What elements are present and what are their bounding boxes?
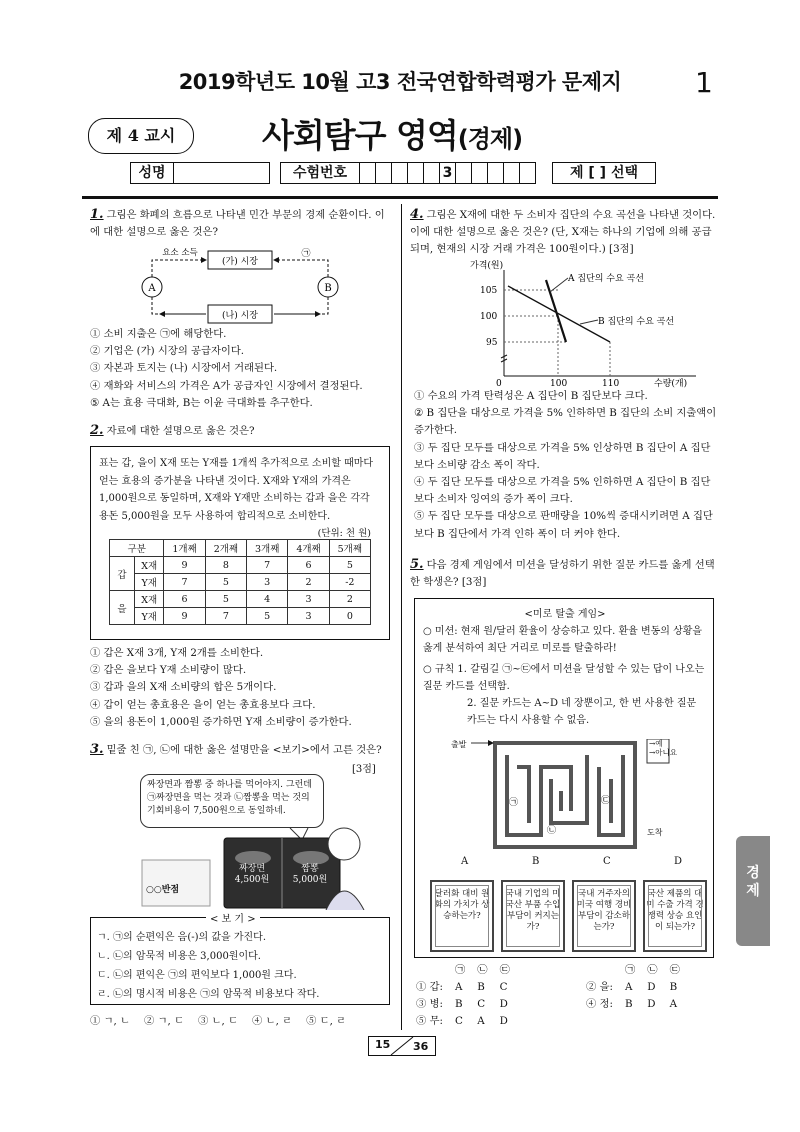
table-cell: D [499, 998, 508, 1010]
table-cell: B [477, 981, 485, 993]
q2-option[interactable]: ③ 갑과 을의 X재 소비량의 합은 5개이다. [90, 681, 277, 694]
q1-stem [90, 206, 392, 241]
exam-title: 2019학년도 10월 고3 전국연합학력평가 문제지 [178, 70, 622, 94]
q2-table-header: 3개째 [247, 540, 288, 557]
q2-option[interactable]: ⑤ 을의 용돈이 1,000원 증가하면 Y재 소비량이 증가한다. [90, 715, 352, 728]
q5-card-letter: B [532, 856, 540, 867]
q2-table-header: 구분 [110, 540, 164, 557]
exam-number-label: 수험번호 [280, 162, 360, 184]
table-cell: 5 [205, 574, 246, 591]
q4-number: 4. [410, 207, 424, 222]
exam-number-box[interactable] [408, 162, 424, 184]
q3-bogi-title: < 보 기 > [206, 910, 260, 925]
name-field[interactable] [174, 162, 270, 184]
q4-ytick: 105 [480, 286, 498, 296]
q5-answers-left [410, 962, 516, 1030]
q2-table-header: 5개째 [329, 540, 370, 557]
q2-good: Y재 [135, 608, 164, 625]
table-cell: 4 [247, 591, 288, 608]
q1-node-a: A [148, 283, 156, 294]
q2-stem [90, 422, 392, 440]
q4-xtick: 100 [550, 379, 568, 388]
page-number-total: 36 [413, 1040, 429, 1053]
q1-market-ga: (가) 시장 [222, 257, 258, 267]
q4-option[interactable]: ⑤ 두 집단 모두를 대상으로 판매량을 10%씩 증대시키려면 A 집단보다 B 집단에서 가격 인하 폭이 더 커야 한다. [414, 510, 713, 540]
subject-side-tab: 경 제 [736, 836, 770, 946]
q2-good: Y재 [135, 574, 164, 591]
q4-option[interactable]: ③ 두 집단 모두를 대상으로 가격을 5% 인상하면 B 집단이 A 집단보다 소비량 감소 폭이 작다. [414, 441, 711, 471]
table-cell: 2 [288, 574, 329, 591]
q4-stem [410, 206, 716, 258]
q1-number: 1. [90, 207, 104, 222]
q2-option[interactable]: ② 갑은 을보다 Y재 소비량이 많다. [90, 664, 247, 677]
exam-number-box[interactable] [376, 162, 392, 184]
q5-card-letter: C [603, 856, 611, 867]
page-corner-number: 1 [695, 66, 713, 99]
q5-answer-header: ㉢ [499, 964, 510, 976]
q4-xlabel: 수량(개) [654, 379, 688, 388]
table-cell: C [455, 1015, 463, 1027]
q5-answer-row[interactable] [410, 1013, 516, 1030]
q3-stem-text: 밑줄 친 ㉠, ㉡에 대한 옳은 설명만을 <보기>에서 고른 것은? [106, 744, 382, 756]
q3-bogi-item: ㄷ. ㉡의 편익은 ㉠의 편익보다 1,000원 크다. [97, 970, 297, 981]
q4-ytick: 95 [486, 338, 498, 348]
q3-shop-name: ○○반점 [146, 885, 180, 895]
q5-question-card[interactable]: 국산 제품의 대미 수출 가격 경쟁력 상승 요인이 되는가? [643, 880, 707, 952]
table-cell: -2 [329, 574, 370, 591]
q2-utility-table [109, 539, 371, 625]
q2-stem-text: 자료에 대한 설명으로 옳은 것은? [106, 425, 255, 437]
q3-options [90, 1012, 346, 1027]
q4-curve-b-line [508, 286, 610, 342]
name-label: 성명 [130, 162, 174, 184]
q5-rule2: 2. 질문 카드는 A~D 네 장뿐이고, 한 번 사용한 질문 카드는 다시 사용할 수 없음. [467, 698, 697, 726]
table-cell: D [647, 981, 656, 993]
q3-stem [90, 741, 392, 759]
q4-option[interactable]: ② B 집단을 대상으로 가격을 5% 인하하면 B 집단의 소비 지출액이 증가한다. [414, 407, 717, 437]
q3-option[interactable]: ③ ㄴ, ㄷ [198, 1015, 239, 1027]
q3-person-head [328, 828, 360, 860]
table-cell: D [499, 1015, 508, 1027]
q5-question-card[interactable]: 국내 기업의 미국산 부품 수입 부담이 커지는가? [501, 880, 565, 952]
q1-option[interactable]: ① 소비 지출은 ㉠에 해당한다. [90, 328, 227, 340]
exam-number-box[interactable] [424, 162, 440, 184]
table-cell: A [669, 998, 678, 1010]
q5-game-title: <미로 탈출 게임> [524, 609, 606, 620]
q5-stem-text: 다음 경제 게임에서 미션을 달성하기 위한 질문 카드를 옳게 선택한 학생은? [3점] [410, 559, 715, 588]
exam-number-box[interactable] [392, 162, 408, 184]
column-divider [401, 204, 402, 1030]
q2-good: X재 [135, 591, 164, 608]
q5-marker: ㉢ [601, 796, 611, 806]
choice-label: 제 [ ] 선택 [552, 162, 656, 184]
table-cell: 9 [164, 557, 205, 574]
table-cell: 5 [247, 608, 288, 625]
table-cell: C [477, 998, 486, 1010]
table-cell: 5 [329, 557, 370, 574]
table-cell: 0 [329, 608, 370, 625]
q5-answer-row[interactable] [580, 996, 686, 1013]
q5-yes-no-legend: →예 →아니요 [649, 739, 678, 757]
q3-bogi-item: ㄹ. ㉡의 명시적 비용은 ㉠의 암묵적 비용보다 작다. [97, 989, 320, 1000]
q4-curve-a-line [546, 280, 566, 342]
q1-flow-label: 요소 소득 [162, 248, 198, 258]
q1-option[interactable]: ② 기업은 (가) 시장의 공급자이다. [90, 345, 245, 358]
q1-market-na: (나) 시장 [222, 311, 258, 321]
subject-sub: (경제) [457, 125, 523, 153]
q4-ylabel: 가격(원) [470, 261, 504, 271]
q5-card-letter: D [674, 856, 683, 867]
q5-answer-header: ㉡ [477, 964, 488, 976]
q5-answer-label: ② 을: [586, 981, 613, 993]
q2-person: 을 [110, 591, 135, 625]
exam-number-box[interactable] [456, 162, 472, 184]
table-cell: 7 [164, 574, 205, 591]
q1-stem-text: 그림은 화폐의 흐름으로 나타낸 민간 부문의 경제 순환이다. 이에 대한 설명으로 옳은 것은? [90, 209, 385, 238]
q3-option[interactable]: ② ㄱ, ㄷ [144, 1015, 185, 1027]
period-badge: 제 4 교시 [88, 118, 194, 154]
q5-rule1: ○ 규칙 1. 갈림길 ㉠~㉢에서 미션을 달성할 수 있는 답이 나오는 질문 카드를 선택함. [423, 664, 705, 692]
q3-option[interactable]: ① ㄱ, ㄴ [90, 1015, 131, 1027]
name-bar [130, 162, 698, 184]
q5-start: 출발 [451, 740, 467, 749]
q5-answers-right [580, 962, 686, 1013]
exam-number-box[interactable] [520, 162, 536, 184]
table-cell: B [455, 998, 463, 1010]
subject-name: 사회탐구 영역 [262, 116, 458, 155]
q2-person: 갑 [110, 557, 135, 591]
q5-answer-label: ④ 정: [586, 998, 613, 1010]
table-cell: 3 [288, 591, 329, 608]
q3-option[interactable]: ⑤ ㄷ, ㄹ [306, 1015, 347, 1027]
subject-title [262, 110, 522, 157]
q4-option[interactable]: ④ 두 집단 모두를 대상으로 가격을 5% 인하하면 A 집단이 B 집단보다 소비자 잉여의 증가 폭이 크다. [414, 476, 711, 506]
q3-menu-right: 짬뽕 5,000원 [284, 864, 336, 886]
table-cell: D [647, 998, 656, 1010]
q3-option[interactable]: ④ ㄴ, ㄹ [252, 1015, 293, 1027]
q1-marker: ㉠ [301, 249, 311, 259]
q4-curve-b-label: B 집단의 수요 곡선 [598, 317, 675, 327]
table-cell: 7 [247, 557, 288, 574]
q2-options [90, 645, 352, 731]
q5-stem [410, 556, 716, 591]
q3-points: [3점] [352, 764, 376, 775]
exam-number-box[interactable] [472, 162, 488, 184]
q2-unit: (단위: 천 원) [317, 528, 371, 539]
exam-number-box[interactable] [504, 162, 520, 184]
q5-answer-header: ㉠ [625, 964, 636, 976]
table-cell: B [669, 981, 678, 993]
exam-number-box[interactable] [360, 162, 376, 184]
table-cell: 9 [164, 608, 205, 625]
q5-answer-label: ⑤ 무: [416, 1015, 443, 1027]
q5-arrival: 도착 [647, 828, 663, 837]
table-cell: 7 [205, 608, 246, 625]
q5-marker: ㉡ [547, 826, 557, 836]
q2-number: 2. [90, 423, 104, 438]
q2-table-header: 2개째 [205, 540, 246, 557]
q3-bogi-item: ㄱ. ㉠의 순편익은 음(-)의 값을 가진다. [97, 932, 267, 943]
q4-option[interactable]: ① 수요의 가격 탄력성은 A 집단이 B 집단보다 크다. [414, 390, 648, 402]
table-cell: 5 [205, 591, 246, 608]
q4-ytick: 100 [480, 312, 498, 322]
exam-number-digit: 3 [440, 162, 456, 184]
exam-number-box[interactable] [488, 162, 504, 184]
q5-answer-header: ㉡ [647, 964, 658, 976]
q3-number: 3. [90, 742, 104, 757]
q4-xtick: 110 [602, 379, 620, 388]
q5-answer-label: ③ 병: [416, 998, 443, 1010]
q1-circular-flow-diagram [130, 245, 350, 327]
q2-option[interactable]: ④ 갑이 얻는 총효용은 을이 얻는 총효용보다 크다. [90, 698, 316, 711]
q3-bogi-item: ㄴ. ㉡의 암묵적 비용은 3,000원이다. [97, 951, 261, 962]
q5-answer-row[interactable] [410, 996, 516, 1013]
page-number-box [368, 1036, 436, 1056]
q5-mission: ○ 미션: 현재 원/달러 환율이 상승하고 있다. 환율 변동의 상황을 옳게 분석하여 최단 거리로 미로를 탈출하라! [423, 626, 703, 654]
q5-answer-header: ㉢ [669, 964, 680, 976]
table-cell: 2 [329, 591, 370, 608]
q5-maze [451, 739, 677, 849]
table-cell: C [499, 981, 508, 993]
table-cell: A [625, 981, 633, 993]
q5-answer-row[interactable] [410, 979, 516, 996]
q4-origin: 0 [496, 379, 502, 388]
q2-table-header: 4개째 [288, 540, 329, 557]
q5-card-letter: A [461, 856, 469, 867]
q3-menu-left: 짜장면 4,500원 [226, 864, 278, 886]
table-cell: A [455, 981, 463, 993]
table-cell: 3 [247, 574, 288, 591]
q2-option[interactable]: ① 갑은 X재 3개, Y재 2개를 소비한다. [90, 647, 264, 659]
q3-bogi-box [90, 914, 390, 1005]
table-cell: 6 [164, 591, 205, 608]
q5-answer-label: ① 갑: [416, 981, 443, 993]
q3-bogi-list [97, 928, 320, 1004]
q2-table-header: 1개째 [164, 540, 205, 557]
q3-speech-bubble: 짜장면과 짬뽕 중 하나를 먹어야지. 그런데 ㉠짜장면을 먹는 것과 ㉡짬뽕을 먹는 것의 기회비용이 7,500원으로 동일하네. [140, 774, 324, 828]
q1-options [90, 326, 363, 412]
q1-option[interactable]: ④ 재화와 서비스의 가격은 A가 공급자인 시장에서 결정된다. [90, 379, 363, 392]
q5-answer-header: ㉠ [455, 964, 466, 976]
q5-question-card[interactable]: 국내 거주자의 미국 여행 경비 부담이 감소하는가? [572, 880, 636, 952]
q4-demand-chart [468, 258, 704, 388]
q2-data-box [90, 446, 390, 640]
table-cell: 8 [205, 557, 246, 574]
page-number-current: 15 [375, 1038, 391, 1051]
q4-curve-a-label: A 집단의 수요 곡선 [568, 274, 644, 284]
q2-good: X재 [135, 557, 164, 574]
q4-options [414, 388, 720, 543]
q2-box-text: 표는 갑, 을이 X재 또는 Y재를 1개씩 추가적으로 소비할 때마다 얻는 효용의 증가분을 나타낸 것이다. X재와 Y재의 가격은 1,000원으로 동일하며, X재와 Y재만 소비하는 갑과 을은 각각 용돈 5,000원을 모두 사용하여 합리적으로 소비한다. [99, 458, 374, 522]
q5-question-card[interactable]: 달러화 대비 원화의 가치가 상승하는가? [430, 880, 494, 952]
q4-stem-text: 그림은 X재에 대한 두 소비자 집단의 수요 곡선을 나타낸 것이다. 이에 대한 설명으로 옳은 것은? (단, X재는 하나의 기업에 의해 공급되며, 현재의 시장 거래 가격은 100원이다.) [3점] [410, 209, 716, 255]
table-cell: B [625, 998, 633, 1010]
q5-number: 5. [410, 557, 424, 572]
header-rule [82, 196, 718, 199]
table-cell: 6 [288, 557, 329, 574]
q5-marker: ㉠ [509, 798, 519, 808]
table-cell: 3 [288, 608, 329, 625]
table-cell: A [477, 1015, 485, 1027]
q5-answer-row[interactable] [580, 979, 686, 996]
q1-node-b: B [324, 283, 332, 294]
q1-option[interactable]: ③ 자본과 토지는 (나) 시장에서 거래된다. [90, 362, 278, 375]
q1-option[interactable]: ⑤ A는 효용 극대화, B는 이윤 극대화를 추구한다. [90, 396, 313, 409]
